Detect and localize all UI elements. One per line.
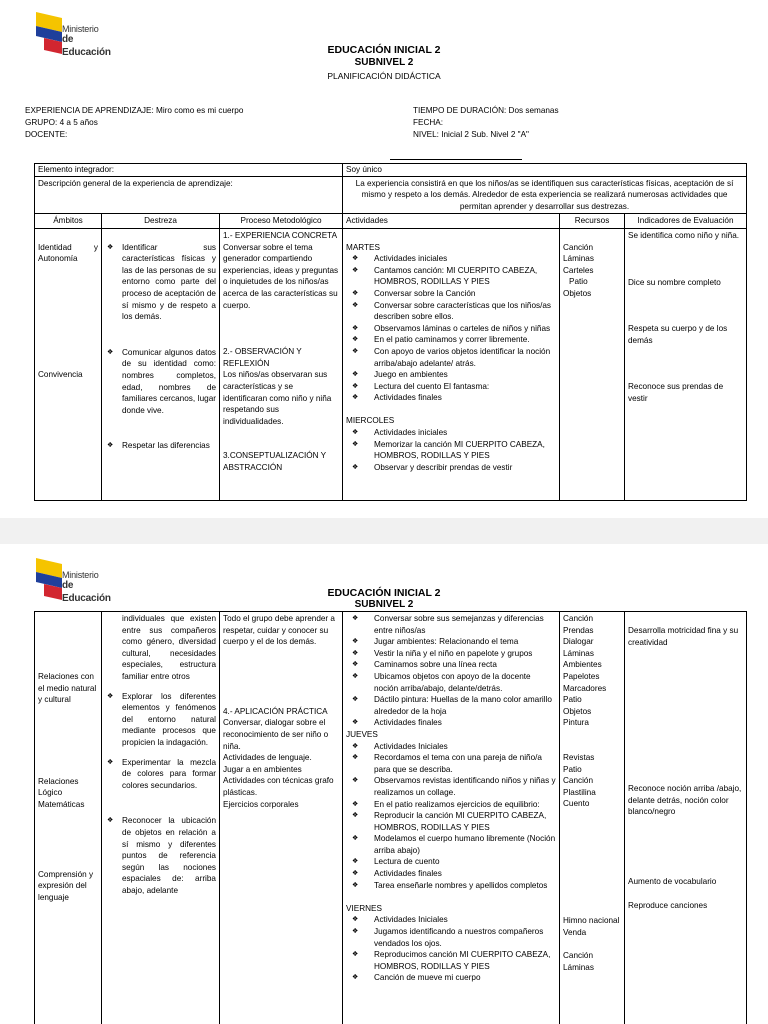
activity-item: ❖ Observamos láminas o carteles de niños y niñas	[352, 323, 556, 335]
activity-item: ❖ Juego en ambientes	[352, 369, 556, 381]
logo-line-2: de Educación	[62, 34, 111, 58]
planning-table-top	[34, 163, 747, 501]
col-ambitos: Ámbitos	[35, 214, 102, 229]
logo-line-1: Ministerio	[62, 570, 99, 580]
activity-item: ❖ Tarea enseñarle nombres y apellidos completos	[352, 880, 556, 892]
destreza-item: ❖ Comunicar algunos datos de su identidad como: nombres completos, edad, nombres de familiares cercanos, lugar donde vive.	[105, 347, 216, 417]
activity-item: ❖ En el patio caminamos y correr libremente.	[352, 334, 556, 346]
day-label: JUEVES	[346, 729, 378, 739]
activity-item: ❖ Cantamos canción: MI CUERPITO CABEZA, HOMBROS, RODILLAS Y PIES	[352, 265, 556, 288]
fecha-field: FECHA:	[413, 118, 444, 127]
proceso-line: Actividades de lenguaje.	[223, 753, 312, 763]
proceso-title: 1.- EXPERIENCIA CONCRETA	[223, 230, 338, 240]
destreza-item: ❖ Explorar los diferentes elementos y fenómenos del entorno natural mediante procesos que propicien la indagación.	[105, 691, 216, 749]
jueves-list	[346, 741, 556, 892]
indicadores-cell	[625, 228, 747, 500]
martes-list	[346, 253, 556, 404]
recurso-item: Láminas	[563, 254, 594, 264]
activity-item: ❖ Conversar sobre sus semejanzas y diferencias entre niños/as	[352, 613, 556, 636]
activity-item: ❖ Actividades iniciales	[352, 427, 556, 439]
page-gap	[0, 518, 768, 544]
recursos-cell	[560, 612, 625, 1024]
indicador-item: Reconoce sus prendas de vestir	[628, 382, 724, 403]
recurso-item: Dialogar	[563, 637, 594, 647]
activity-item: ❖ En el patio realizamos ejercicios de equilibrio:	[352, 799, 556, 811]
proceso-text: Todo el grupo debe aprender a respetar, cuidar y conocer su cuerpo y el de los demás.	[223, 614, 335, 647]
day-label: MIERCOLES	[346, 416, 395, 426]
actividades-cell	[343, 228, 560, 500]
activity-item: ❖ Jugamos identificando a nuestros compañeros vendados los ojos.	[352, 926, 556, 949]
destreza-cell	[102, 612, 220, 1024]
recurso-item: Himno nacional	[563, 915, 620, 925]
document-title: EDUCACIÓN INICIAL 2	[327, 44, 441, 56]
activity-item: ❖ Ubicamos objetos con apoyo de la docente noción arriba/abajo, delante/detrás.	[352, 671, 556, 694]
activity-item: ❖ Actividades finales	[352, 868, 556, 880]
activity-item: ❖ Observamos revistas identificando niños y niñas y realizamos un collage.	[352, 775, 556, 798]
recurso-item: Objetos	[563, 706, 592, 716]
proceso-title: 3.CONSEPTUALIZACIÓN Y ABSTRACCIÓN	[223, 451, 326, 472]
col-recursos: Recursos	[560, 214, 625, 229]
document-subtitle: SUBNIVEL 2	[354, 599, 414, 610]
document-subtitle: SUBNIVEL 2	[354, 57, 414, 68]
destreza-item: individuales que existen entre sus compañeros como género, diversidad cultural, necesidades especiales, estructura familiar entre otros	[122, 614, 216, 681]
document-type: PLANIFICACIÓN DIDÁCTICA	[327, 71, 441, 81]
activity-item: ❖ Reproducimos canción MI CUERPITO CABEZA, HOMBROS, RODILLAS Y PIES	[352, 949, 556, 972]
ambito-item: Relaciones con el medio natural y cultural	[38, 672, 97, 705]
recurso-item: Marcadores	[563, 683, 607, 693]
recurso-item: Canción	[563, 242, 594, 252]
viernes-list	[346, 914, 556, 984]
logo-line-1: Ministerio	[62, 24, 99, 34]
content-row-2	[35, 612, 747, 1024]
day-label: VIERNES	[346, 903, 382, 913]
recurso-item: Venda	[563, 927, 587, 937]
separator-line	[390, 159, 522, 160]
descripcion-value: La experiencia consistirá en que los niños/as se identifiquen sus características físicas, aceptación de sí mismo y respeto a los demás. Alrededor de esta experiencia se realizará numerosas actividades que permitan aprender y desarrollar sus destrezas.	[343, 176, 747, 214]
activity-item: ❖ Conversar sobre la Canción	[352, 288, 556, 300]
ambitos-cell	[35, 228, 102, 500]
activity-item: ❖ Vestir la niña y el niño en papelote y grupos	[352, 648, 556, 660]
activity-item: ❖ Jugar ambientes: Relacionando el tema	[352, 636, 556, 648]
integrador-row	[35, 164, 747, 177]
activity-item: ❖ Memorizar la canción MI CUERPITO CABEZA, HOMBROS, RODILLAS Y PIES	[352, 439, 556, 462]
recurso-item: Revistas	[563, 752, 595, 762]
ambito-item: Comprensión y expresión del lenguaje	[38, 869, 94, 902]
ambito-item: Convivencia	[38, 369, 83, 379]
proceso-text: Los niños/as observaran sus características y se identificaran como niño y niña respetando sus individualidades.	[223, 370, 332, 426]
indicador-item: Desarrolla motricidad fina y su creatividad	[628, 626, 739, 647]
column-header-row	[35, 214, 747, 229]
proceso-title: 4.- APLICACIÓN PRÁCTICA	[223, 706, 328, 716]
tiempo-field: TIEMPO DE DURACIÓN: Dos semanas	[413, 106, 559, 115]
indicador-item: Reproduce canciones	[628, 900, 708, 910]
nivel-field: NIVEL: Inicial 2 Sub. Nivel 2 "A"	[413, 130, 529, 139]
proceso-cell	[220, 612, 343, 1024]
recurso-item: Láminas	[563, 648, 594, 658]
indicadores-cell	[625, 612, 747, 1024]
descripcion-label: Descripción general de la experiencia de aprendizaje:	[35, 176, 343, 214]
col-destreza: Destreza	[102, 214, 220, 229]
info-right	[413, 105, 559, 141]
planning-table-continued	[34, 611, 747, 1024]
activity-item: ❖ Reproducir la canción MI CUERPITO CABEZA, HOMBROS, RODILLAS Y PIES	[352, 810, 556, 833]
indicador-item: Se identifica como niño y niña.	[628, 230, 740, 240]
proceso-line: Conversar, dialogar sobre el reconocimiento de ser niño o niña.	[223, 718, 329, 751]
document-title: EDUCACIÓN INICIAL 2	[327, 587, 441, 599]
actividades-cell	[343, 612, 560, 1024]
ambito-item: Relaciones Lógico Matemáticas	[38, 776, 85, 809]
proceso-title: 2.- OBSERVACIÓN Y REFLEXIÓN	[223, 347, 302, 368]
activity-item: ❖ Con apoyo de varios objetos identificar la noción arriba/abajo adelante/ atrás.	[352, 346, 556, 369]
proceso-cell	[220, 228, 343, 500]
miercoles-list	[346, 427, 556, 473]
activity-item: ❖ Actividades Iniciales	[352, 741, 556, 753]
activity-item: ❖ Conversar sobre características que los niños/as describen sobre ellos.	[352, 300, 556, 323]
info-left	[25, 105, 243, 141]
proceso-line: Ejercicios corporales	[223, 799, 299, 809]
activity-item: ❖ Actividades iniciales	[352, 253, 556, 265]
recurso-item: Plastilina	[563, 787, 596, 797]
miercoles-cont-list	[346, 613, 556, 729]
docente-field: DOCENTE:	[25, 130, 68, 139]
recurso-item: Cuento	[563, 799, 590, 809]
destreza-item: ❖ Reconocer la ubicación de objetos en relación a sí mismo y diferentes puntos de referencia según las nociones espaciales de: arriba abajo, adelante	[105, 815, 216, 896]
recurso-item: Patio	[563, 764, 582, 774]
integrador-value: Soy único	[343, 164, 747, 177]
recurso-item: Patio	[569, 277, 588, 287]
recurso-item: Prendas	[563, 625, 594, 635]
recurso-item: Papelotes	[563, 671, 600, 681]
logo-line-2: de Educación	[62, 580, 111, 604]
activity-item: ❖ Modelamos el cuerpo humano libremente (Noción arriba abajo)	[352, 833, 556, 856]
ambito-item: Identidad y Autonomía	[38, 242, 98, 264]
descripcion-row	[35, 176, 747, 214]
recurso-item: Láminas	[563, 962, 594, 972]
activity-item: ❖ Canción de mueve mi cuerpo	[352, 972, 556, 984]
recurso-item: Carteles	[563, 265, 594, 275]
proceso-line: Jugar a en ambientes	[223, 764, 302, 774]
activity-item: ❖ Recordamos el tema con una pareja de niño/a para que se describa.	[352, 752, 556, 775]
activity-item: ❖ Dáctilo pintura: Huellas de la mano color amarillo alrededor de la hoja	[352, 694, 556, 717]
col-actividades: Actividades	[343, 214, 560, 229]
destreza-item: ❖ Identificar sus características físicas y las de las personas de su entorno como parte del proceso de aceptación de sí mismo y de respeto a los demás.	[105, 242, 216, 323]
document-page-2	[0, 544, 768, 1024]
recurso-item: Canción	[563, 776, 594, 786]
col-indicadores: Indicadores de Evaluación	[625, 214, 747, 229]
col-proceso: Proceso Metodológico	[220, 214, 343, 229]
activity-item: ❖ Lectura del cuento El fantasma:	[352, 381, 556, 393]
grupo-field: GRUPO: 4 a 5 años	[25, 118, 98, 127]
content-row-1	[35, 228, 747, 500]
ambitos-cell	[35, 612, 102, 1024]
indicador-item: Dice su nombre completo	[628, 277, 721, 287]
activity-item: ❖ Actividades Iniciales	[352, 914, 556, 926]
destreza-item: ❖ Experimentar la mezcla de colores para formar colores secundarios.	[105, 757, 216, 792]
recurso-item: Ambientes	[563, 660, 602, 670]
recurso-item: Canción	[563, 951, 594, 961]
indicador-item: Respeta su cuerpo y de los demás	[628, 324, 728, 345]
indicador-item: Aumento de vocabulario	[628, 876, 717, 886]
experiencia-field: EXPERIENCIA DE APRENDIZAJE: Miro como es mi cuerpo	[25, 106, 244, 115]
day-label: MARTES	[346, 242, 380, 252]
recurso-item: Pintura	[563, 718, 589, 728]
activity-item: ❖ Lectura de cuento	[352, 856, 556, 868]
activity-item: ❖ Actividades finales	[352, 392, 556, 404]
recurso-item: Patio	[563, 695, 582, 705]
recurso-item: Objetos	[563, 288, 592, 298]
destreza-cell	[102, 228, 220, 500]
proceso-text: Conversar sobre el tema generador compartiendo experiencias, ideas y preguntas o inquietudes de los niños/as acerca de las características su cuerpo.	[223, 242, 339, 310]
recursos-cell	[560, 228, 625, 500]
destreza-item: ❖ Respetar las diferencias	[105, 440, 216, 452]
proceso-line: Actividades con técnicas grafo plásticas.	[223, 776, 334, 797]
activity-item: ❖ Caminamos sobre una línea recta	[352, 659, 556, 671]
integrador-label: Elemento integrador:	[35, 164, 343, 177]
activity-item: ❖ Observar y describir prendas de vestir	[352, 462, 556, 474]
recurso-item: Canción	[563, 614, 594, 623]
activity-item: ❖ Actividades finales	[352, 717, 556, 729]
indicador-item: Reconoce noción arriba /abajo, delante detrás, noción color blanco/negro	[628, 784, 742, 817]
